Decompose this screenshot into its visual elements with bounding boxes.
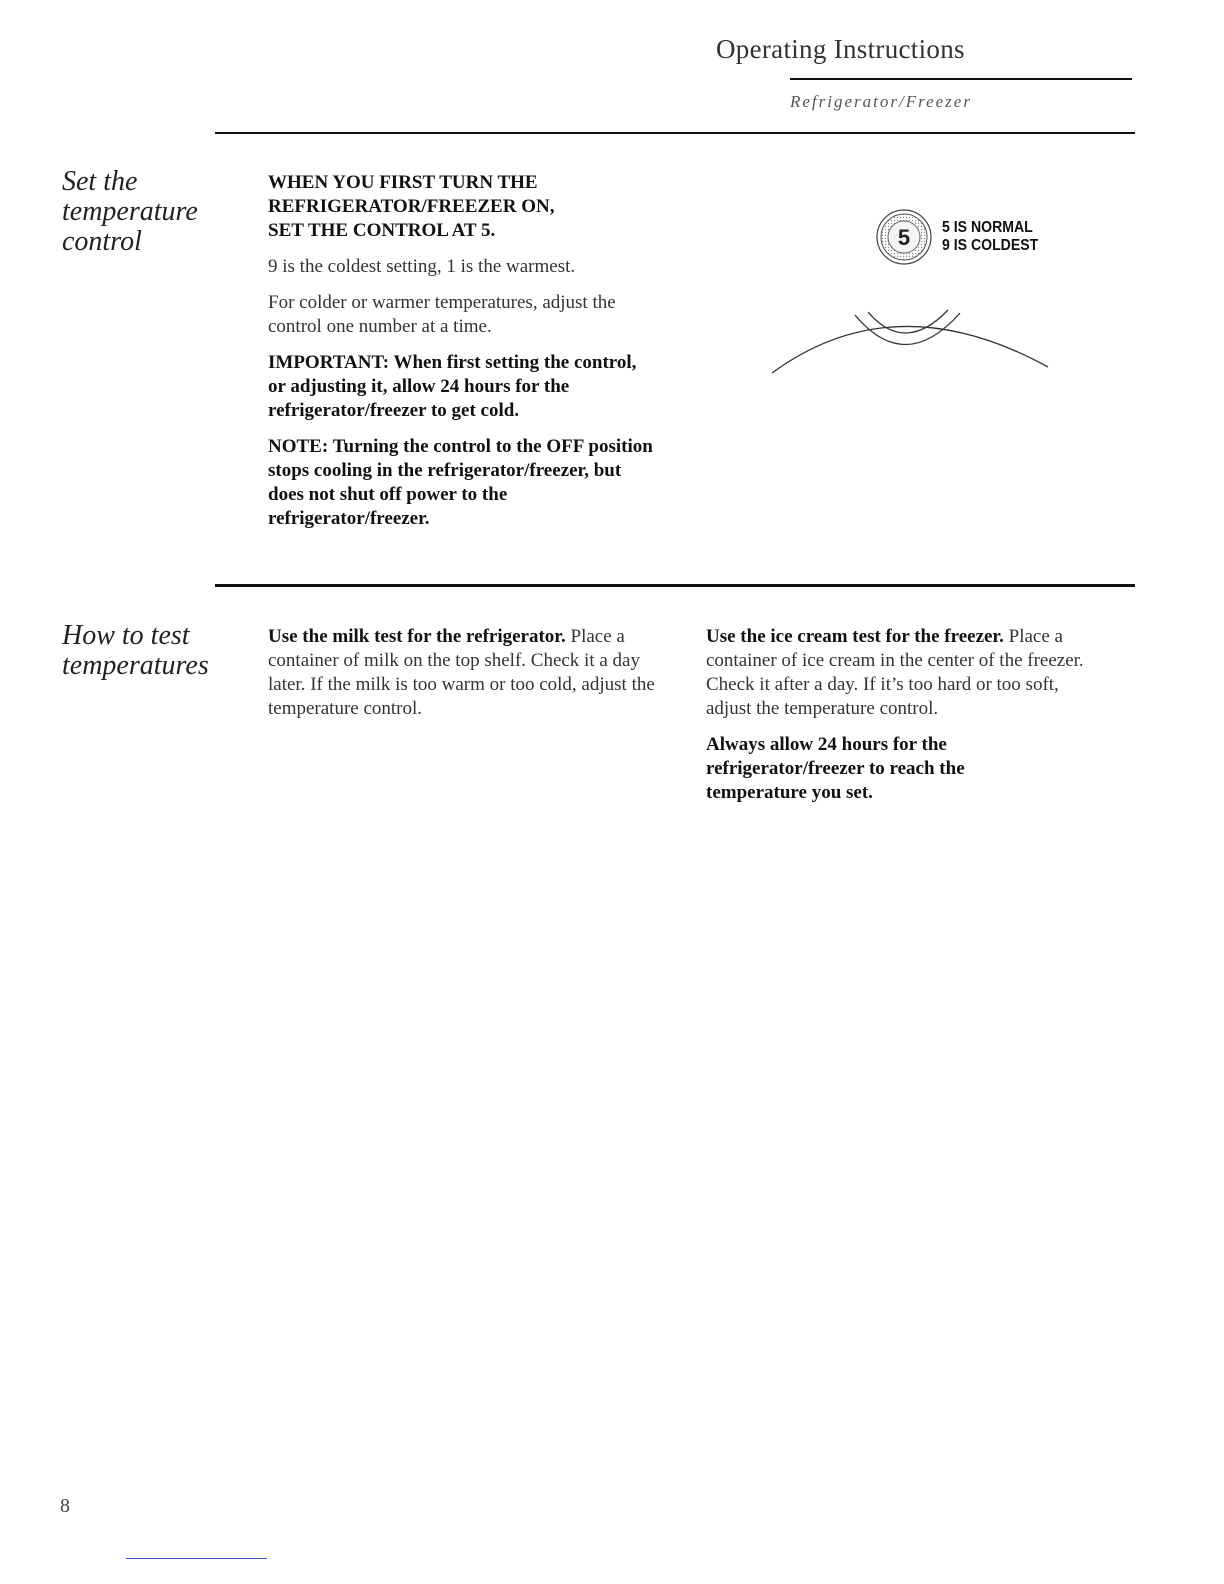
set-temperature-text	[268, 171, 653, 543]
off-position-note: NOTE: Turning the control to the OFF position stops cooling in the refrigerator/freezer, but does not shut off power to the refrigerator/freezer.	[268, 436, 653, 529]
dial-knob-icon	[877, 210, 931, 264]
legend-coldest: 9 IS COLDEST	[942, 237, 1039, 254]
important-note: IMPORTANT: When first setting the control, or adjusting it, allow 24 hours for the refrigerator/freezer to get cold.	[268, 352, 637, 421]
ice-cream-test-body: Place a container of ice cream in the center of the freezer. Check it after a day. If it’s too hard or too soft, adjust the temperature control.	[706, 626, 1084, 719]
heading-line: Set the	[62, 166, 138, 197]
section-divider-middle	[215, 584, 1135, 587]
ice-cream-test-text	[706, 625, 1101, 817]
dial-arc-icon	[772, 310, 1048, 373]
adjust-text: For colder or warmer temperatures, adjust the control one number at a time.	[268, 292, 616, 337]
milk-test-body: Place a container of milk on the top shelf. Check it a day later. If the milk is too warm or too cold, adjust the temperature control.	[268, 626, 655, 719]
intro-line: REFRIGERATOR/FREEZER ON,	[268, 196, 555, 217]
milk-test-lead: Use the milk test for the refrigerator.	[268, 626, 566, 647]
heading-line: How to test	[62, 620, 190, 651]
milk-test-paragraph	[268, 625, 668, 721]
setting-range-text: 9 is the coldest setting, 1 is the warmest.	[268, 256, 576, 277]
milk-test-text	[268, 625, 668, 733]
section-heading-test-temperatures	[62, 621, 209, 681]
page-section-title: Operating Instructions	[716, 34, 965, 64]
allow-24-hours-note: Always allow 24 hours for the refrigerator/freezer to reach the temperature you set.	[706, 734, 965, 803]
dial-number: 5	[897, 225, 911, 250]
intro-line: WHEN YOU FIRST TURN THE	[268, 172, 538, 193]
dial-legend	[942, 219, 1038, 255]
section-heading-set-temperature	[62, 167, 198, 257]
section-divider-top	[215, 132, 1135, 134]
header-rule	[790, 78, 1132, 80]
heading-line: temperature	[62, 196, 198, 227]
legend-normal: 5 IS NORMAL	[942, 219, 1033, 236]
ice-cream-test-paragraph	[706, 625, 1101, 721]
footer-link-line	[126, 1558, 267, 1559]
page-number: 8	[60, 1495, 70, 1517]
heading-line: temperatures	[62, 650, 209, 681]
intro-line: SET THE CONTROL AT 5.	[268, 220, 496, 241]
page-subtitle: Refrigerator/Freezer	[790, 92, 972, 111]
ice-cream-test-lead: Use the ice cream test for the freezer.	[706, 626, 1004, 647]
intro-instruction	[268, 171, 653, 243]
heading-line: control	[62, 226, 142, 257]
